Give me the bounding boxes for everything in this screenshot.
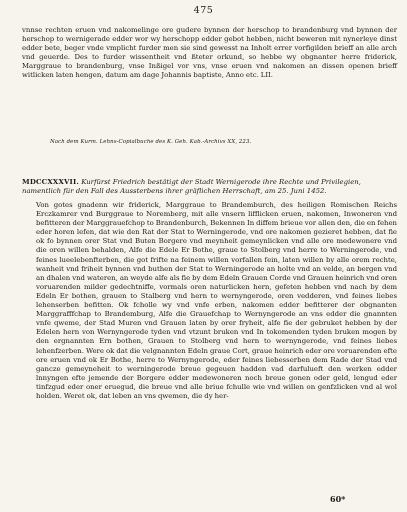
body-line: nakomen, Inwoneren vnd befitteren der Marggrauefchop to Brandenburch, Bekennen In diffem brieue vor allen den, die en fehen eder horen lefen, dat wie den Rat der Stat to xyxy=(36,210,397,237)
body-line: vnd feines lueelebenfterben, die got frifte na feinem willen vorfallen fein, laten willen by xyxy=(36,246,397,264)
body-line: vnd ok Er Bothe, herre to Wernyngerode, eder feines liebesserben dem Rade der xyxy=(73,355,363,364)
text-paragraph: vnnse rechten eruen vnd nakomelinge ore gudere bynnen der herschop to brandenburg vnd bynnen der herschop to wernigerade edder wor wy herschopp edder gebot hebben, nicht beweren mit nynerleye dinst edder bete, beger vnde vmplicht furder men sie sind gewesst na Inholt errer vorfigilden brieff an alle arch vnd geuerde. Des to furder wissentheit vnd ßteter orkund, so hebbe wy obgnanter herre friderick, Marggraue to brandenburg, vnse Inßigel vor vns, vnse eruen vnd nakomen an dissen openen brieff witlicken laten hengen, datum am dage Johannis baptiste, Anno etc. LII. xyxy=(22,26,397,80)
body-text xyxy=(22,201,397,401)
body-line: Stad vnd gancze gemeyneheit to werningerode breue gegeuen hadden vad darfulueft den xyxy=(36,355,398,373)
previous-document-text xyxy=(22,26,397,81)
body-line: werken edder lnnyngen efte jemende der Borgere edder medewoneren noch breue gonen oder xyxy=(36,364,397,382)
body-line: edder die gnannten vnfe qweme, der Stad Muren vnd Grauen laten by orer fryheit, alfe fie xyxy=(36,310,397,328)
body-line: geld, lengud eder tinfzgud eder oner eruegud, die breue vnd alle briue fchulle wie vnd xyxy=(36,373,397,391)
body-line: Borgere vnd meynheit gemeynlicken vnd alle ore medewonere vnd die oren willen behalden, Alfe die Edele Er Bothe, graue to Stolberg vnd herre to Werningerode, xyxy=(36,237,397,255)
page-number: 475 xyxy=(193,5,214,16)
body-line: Werningerode, vnd ore nakomen gezieret hebben, dat fie ok fo bynnen orer Stat vnd Buten xyxy=(36,228,397,246)
body-line: vormals oren naturlicken hern, gefeten hebben vnd nach by dem Edeln Er bothen, grauen to Stalberg vnd hern to wernyngerode, oren vedderen, vnd feines liebes lehenserben befitten. Ok fcholle wy vnd vnfe erben, nakomen edder befitterer der obgnanten Marggrafffchap to Brandemburg, Alfe die Grauefchap to Wernyngerode an vns xyxy=(36,282,398,319)
document-body xyxy=(22,201,397,401)
document-number: MDCCXXXVII. xyxy=(22,178,80,186)
body-line: alle orem rechte, wanheit vnd friheit bynnen vnd buthen der Stat to Werningerode an xyxy=(36,255,397,273)
body-line: velgnannten Edeln graue Cort, graue heinrich eder ore voruarenden efte ore eruen xyxy=(36,346,398,364)
document-heading xyxy=(22,178,397,196)
body-line: holte vnd an velde, an bergen vnd an dhalen vnd wateren, an weyde alfe als fie by dem xyxy=(36,264,397,282)
body-line: Edeln Grauen Corde vnd Grauen heinrich vnd oren voruarenden milder gedechtniffe, xyxy=(36,273,397,291)
source-note: Nach dem Kurm. Lehns-Copialbuche des K. Geh. Kab.-Archivs XX, 223. xyxy=(50,139,252,145)
body-line: der gebruket hebben by der Edelen hern von Wernyngerode tyden vnd vtzunt bruken xyxy=(36,319,397,337)
body-line: Von gotes gnadenn wir friderick, Marggraue to Brandemburch, des heiligen Romischen Reichs Erczkamrer vnd Burggraue to Noremberg, mit alle vnsern lifflicken eruen, xyxy=(36,201,397,219)
body-line: willen on genfzlicken vnd al wol holden. Weret ok, dat leben an vns qwemen, die dy her- xyxy=(36,382,397,400)
body-line: vnd In tokomenden tyden bruken mogen by den ergnannten Ern bothen, Grauen to xyxy=(36,328,397,346)
body-line: Stolberg vnd hern to wernyngerode, vnd feines liebes lehenfzerben. Were ok dat die xyxy=(36,337,397,355)
document-summary: Kurfürst Friedrich bestätigt der Stadt Wernigerode ihre Rechte und Privilegien, namentlich für den Fall des Aussterbens ihrer gräflichen Herrschaft, am 25. Juni 1452. xyxy=(22,178,361,195)
signature-mark: 60* xyxy=(330,494,346,504)
